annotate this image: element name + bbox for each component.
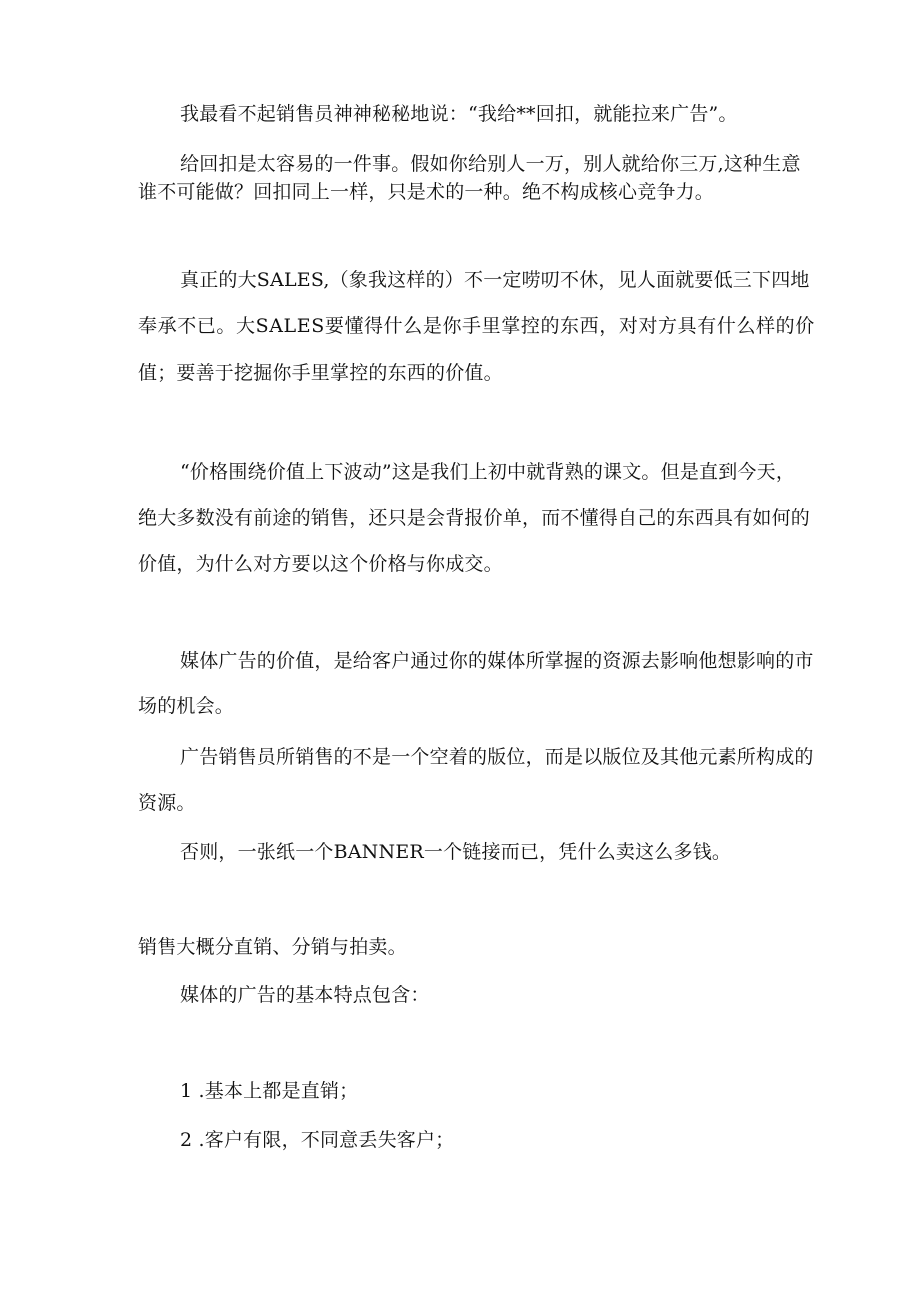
paragraph-line-6: 值；要善于挖掘你手里掌控的东西的价值。 <box>138 362 503 384</box>
paragraph-line-2: 给回扣是太容易的一件事。假如你给别人一万，别人就给你三万,这种生意 <box>180 153 801 175</box>
paragraph-line-15: 销售大概分直销、分销与拍卖。 <box>138 936 407 958</box>
list-item-1: 1 .基本上都是直销； <box>180 1080 359 1102</box>
paragraph-line-16: 媒体的广告的基本特点包含： <box>180 984 430 1006</box>
paragraph-line-12: 广告销售员所销售的不是一个空着的版位，而是以版位及其他元素所构成的 <box>180 746 814 768</box>
paragraph-line-1: 我最看不起销售员神神秘秘地说：“我给**回扣，就能拉来广告”。 <box>180 103 738 125</box>
paragraph-line-11: 场的机会。 <box>138 695 235 717</box>
paragraph-line-8: 绝大多数没有前途的销售，还只是会背报价单，而不懂得自己的东西具有如何的 <box>138 507 811 529</box>
paragraph-line-13: 资源。 <box>138 792 196 814</box>
paragraph-line-10: 媒体广告的价值，是给客户通过你的媒体所掌握的资源去影响他想影响的市 <box>180 650 814 672</box>
paragraph-line-14: 否则，一张纸一个BANNER一个链接而已，凭什么卖这么多钱。 <box>180 841 732 863</box>
list-item-2: 2 .客户有限，不同意丢失客户； <box>180 1129 455 1151</box>
paragraph-line-7: “价格围绕价值上下波动”这是我们上初中就背熟的课文。但是直到今天， <box>180 461 796 483</box>
paragraph-line-4: 真正的大SALES,（象我这样的）不一定唠叨不休，见人面就要低三下四地 <box>180 269 810 291</box>
paragraph-line-5: 奉承不已。大SALES要懂得什么是你手里掌控的东西，对对方具有什么样的价 <box>138 315 815 337</box>
paragraph-line-9: 价值，为什么对方要以这个价格与你成交。 <box>138 553 503 575</box>
paragraph-line-3: 谁不可能做？回扣同上一样，只是术的一种。绝不构成核心竞争力。 <box>138 181 715 203</box>
